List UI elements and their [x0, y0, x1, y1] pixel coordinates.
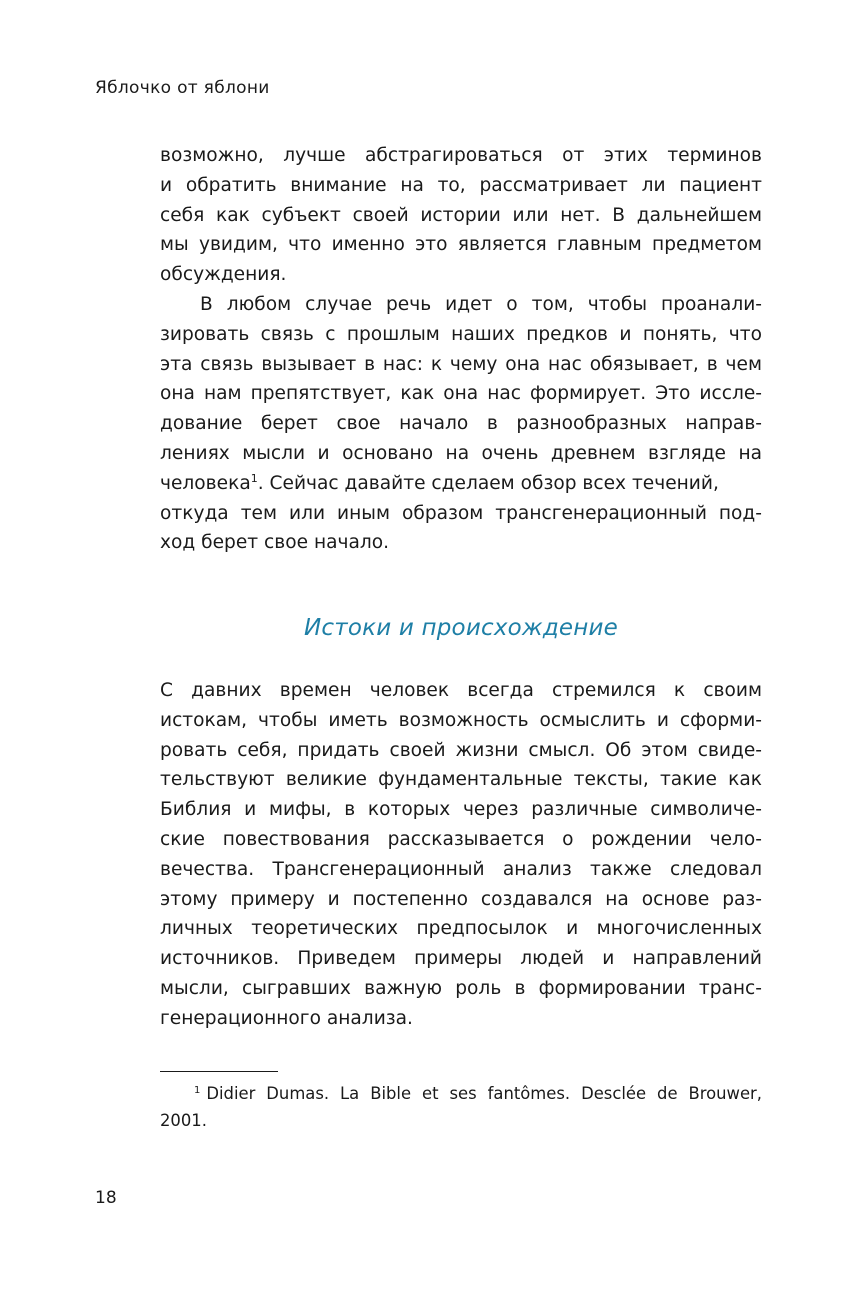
- text-line: обсуждения.: [160, 264, 287, 286]
- footnote-separator: [160, 1071, 278, 1072]
- text-line: тельствуют великие фундаментальные тексты, такие как: [160, 769, 762, 791]
- text-fragment: . Сейчас давайте сделаем обзор всех течений,: [257, 472, 719, 494]
- text-line: эта связь вызывает в нас: к чему она нас обязывает, в чем: [160, 353, 762, 375]
- page-number: 18: [95, 1188, 117, 1208]
- text-line: ровать себя, придать своей жизни смысл. Об этом свиде-: [160, 739, 762, 761]
- text-line: вечества. Трансгенерационный анализ также следовал: [160, 858, 762, 880]
- text-line: этому примеру и постепенно создавался на основе раз-: [160, 888, 762, 910]
- footnote-number: 1: [194, 1084, 201, 1096]
- section-heading: Истоки и происхождение: [303, 615, 619, 641]
- text-fragment: человека: [160, 472, 251, 494]
- text-line: и обратить внимание на то, рассматривает ли пациент: [160, 174, 762, 196]
- text-line: себя как субъект своей истории или нет. В дальнейшем: [160, 204, 762, 226]
- paragraph-sources: [160, 290, 762, 558]
- text-line: ские повествования рассказывается о рождении чело-: [160, 828, 762, 850]
- text-line: зировать связь с прошлым наших предков и понять, что: [160, 323, 762, 345]
- text-line: Библия и мифы, в которых через различные символиче-: [160, 799, 762, 821]
- text-line: источников. Приведем примеры людей и направлений: [160, 948, 762, 970]
- text-line: мысли, сыгравших важную роль в формировании транс-: [160, 977, 762, 999]
- running-header: Яблочко от яблони: [95, 78, 270, 98]
- text-line: лениях мысли и основано на очень древнем взгляде на: [160, 442, 762, 464]
- text-line: личных теоретических предпосылок и многочисленных: [160, 918, 762, 940]
- text-line: генерационного анализа.: [160, 1007, 413, 1029]
- footnote-text: Didier Dumas. La Bible et ses fantômes. Desclée de Brouwer,: [206, 1084, 762, 1103]
- text-line: ход берет свое начало.: [160, 532, 390, 554]
- text-line: истокам, чтобы иметь возможность осмыслить и сформи-: [160, 709, 762, 731]
- text-line: дование берет свое начало в разнообразных направ-: [160, 413, 762, 435]
- text-line: возможно, лучше абстрагироваться от этих терминов: [160, 145, 762, 166]
- text-line: С давних времен человек всегда стремился к своим: [160, 680, 762, 701]
- text-line: В любом случае речь идет о том, чтобы проанали-: [200, 294, 762, 315]
- text-line: она нам препятствует, как она нас формирует. Это иссле-: [160, 383, 762, 405]
- paragraph-origins: [160, 676, 762, 1034]
- paragraph-continuation: [160, 141, 762, 290]
- footnote-line: 2001.: [160, 1111, 207, 1130]
- footnote-line: [160, 1080, 762, 1107]
- text-line: мы увидим, что именно это является главным предметом: [160, 234, 762, 256]
- footnote-reference[interactable]: 1: [250, 471, 258, 485]
- text-line-with-footnote: [160, 469, 762, 499]
- text-line: откуда тем или иным образом трансгенерационный под-: [160, 502, 762, 524]
- footnote: [160, 1080, 762, 1134]
